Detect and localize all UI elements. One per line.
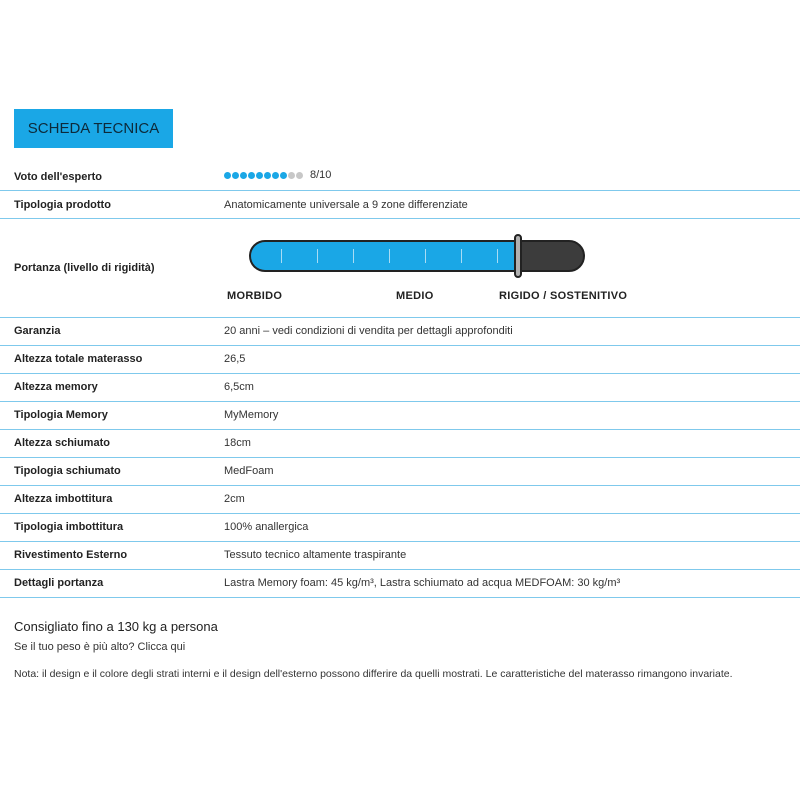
spec-label: Altezza memory (14, 381, 98, 393)
gauge-tick (317, 249, 318, 263)
spec-row-warranty (0, 318, 800, 346)
gauge-tick (461, 249, 462, 263)
spec-value: Tessuto tecnico altamente traspirante (224, 549, 407, 561)
rating-label: Voto dell'esperto (14, 171, 102, 183)
spec-row-cover (0, 542, 800, 570)
rating-dot-filled (232, 172, 239, 179)
spec-value: 20 anni – vedi condizioni di vendita per dettagli approfonditi (224, 325, 513, 337)
scale-label-medium: MEDIO (396, 290, 434, 302)
gauge-tick (389, 249, 390, 263)
firmness-marker (514, 234, 522, 278)
spec-value: 26,5 (224, 353, 246, 365)
spec-value: Lastra Memory foam: 45 kg/m³, Lastra schiumato ad acqua MEDFOAM: 30 kg/m³ (224, 577, 621, 589)
spec-value: 18cm (224, 437, 251, 449)
firmness-track (249, 240, 585, 272)
rating-dot-empty (288, 172, 295, 179)
scale-label-soft: MORBIDO (227, 290, 283, 302)
spec-row-padding-type (0, 514, 800, 542)
rating-dot-filled (240, 172, 247, 179)
rating-dot-filled (224, 172, 231, 179)
weight-link[interactable]: Se il tuo peso è più alto? Clicca qui (14, 641, 186, 653)
spec-row-padding-height (0, 486, 800, 514)
rating-dot-filled (272, 172, 279, 179)
rating-dots (224, 172, 303, 179)
spec-value: 100% anallergica (224, 521, 309, 533)
spec-value: MedFoam (224, 465, 274, 477)
rating-dot-filled (264, 172, 271, 179)
product-type-label: Tipologia prodotto (14, 199, 111, 211)
rating-dot-filled (248, 172, 255, 179)
rating-value (224, 169, 331, 181)
weight-recommendation: Consigliato fino a 130 kg a persona (14, 619, 218, 634)
rating-dot-filled (280, 172, 287, 179)
spec-value: 6,5cm (224, 381, 254, 393)
rating-score: 8/10 (310, 169, 332, 181)
gauge-tick (497, 249, 498, 263)
rating-dot-empty (296, 172, 303, 179)
spec-row-foam-type (0, 458, 800, 486)
product-type-value: Anatomicamente universale a 9 zone differenziate (224, 199, 468, 211)
spec-label: Altezza schiumato (14, 437, 110, 449)
scale-label-firm: RIGIDO / SOSTENITIVO (499, 290, 628, 302)
disclaimer-note: Nota: il design e il colore degli strati interni e il design dell'esterno possono differire da quelli mostrati. Le caratteristiche del materasso rimangono invariate. (14, 668, 733, 680)
spec-value: MyMemory (224, 409, 279, 421)
spec-row-foam-height (0, 430, 800, 458)
firmness-gauge (249, 238, 585, 276)
spec-label: Dettagli portanza (14, 577, 104, 589)
rating-dot-filled (256, 172, 263, 179)
spec-label: Rivestimento Esterno (14, 549, 128, 561)
spec-row-memory-height (0, 374, 800, 402)
spec-row-memory-type (0, 402, 800, 430)
gauge-tick (353, 249, 354, 263)
rating-row (0, 163, 800, 191)
gauge-tick (281, 249, 282, 263)
spec-row-support-details (0, 570, 800, 598)
spec-label: Tipologia Memory (14, 409, 108, 421)
section-title: SCHEDA TECNICA (14, 109, 173, 148)
spec-label: Altezza totale materasso (14, 353, 143, 365)
spec-label: Altezza imbottitura (14, 493, 113, 505)
spec-row-total-height (0, 346, 800, 374)
spec-label: Garanzia (14, 325, 61, 337)
spec-label: Tipologia imbottitura (14, 521, 124, 533)
firmness-fill (251, 242, 520, 270)
firmness-label: Portanza (livello di rigidità) (14, 262, 155, 274)
product-type-row (0, 191, 800, 219)
spec-value: 2cm (224, 493, 245, 505)
gauge-tick (425, 249, 426, 263)
spec-label: Tipologia schiumato (14, 465, 121, 477)
